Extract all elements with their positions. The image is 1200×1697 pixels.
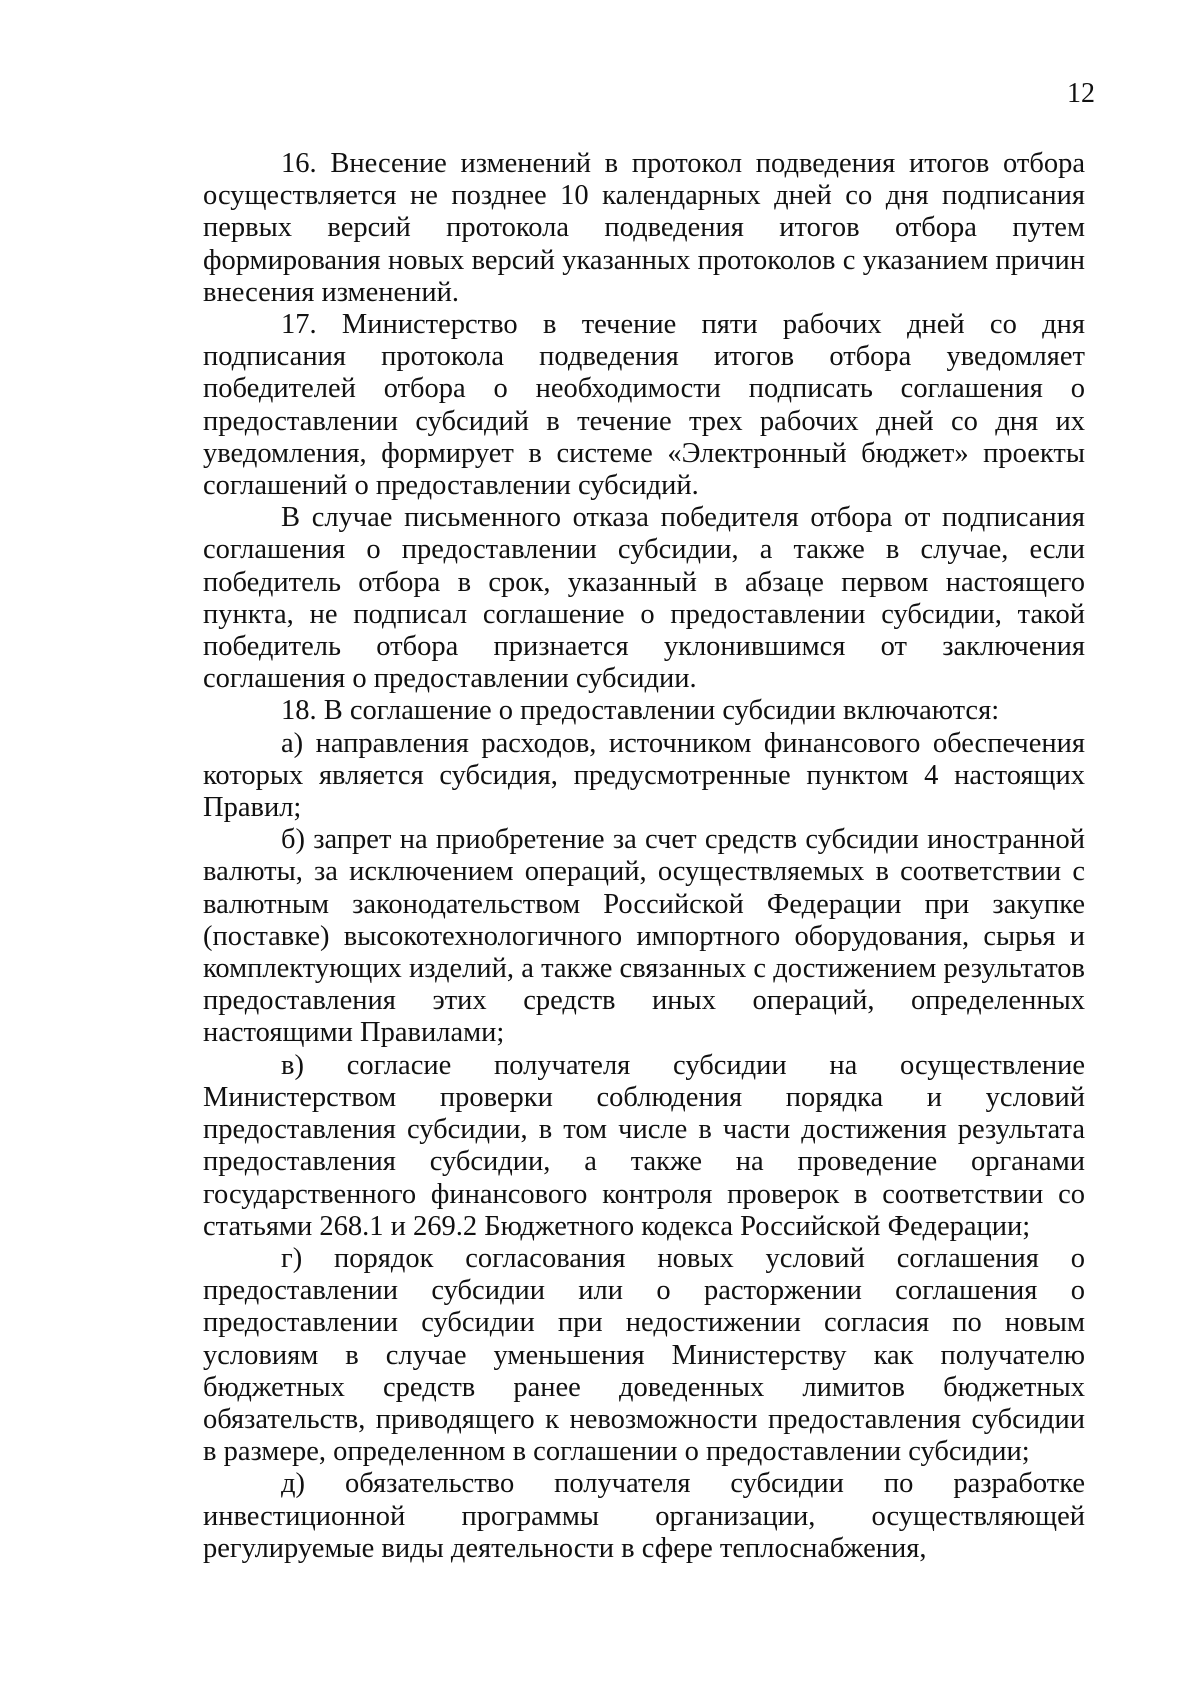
paragraph-17: 17. Министерство в течение пяти рабочих дней со дня подписания протокола подведения итогов отбора уведомляет победителей отбора о необходимости подписать соглашения о предоставлении субсидий в течение трех рабочих дней со дня их уведомления, формирует в системе «Электронный бюджет» проекты соглашений о предоставлении субсидий. [203, 309, 1085, 502]
paragraph-18: 18. В соглашение о предоставлении субсидии включаются: [281, 695, 1000, 727]
list-item-g: г) порядок согласования новых условий соглашения о предоставлении субсидии или о расторжении соглашения о предоставлении субсидии при недостижении согласия по новым условиям в случае уменьшения Министерству как получателю бюджетных средств ранее доведенных лимитов бюджетных обязательств, приводящего к невозможности предоставления субсидии в размере, определенном в соглашении о предоставлении субсидии; [203, 1242, 1085, 1468]
list-item-b: б) запрет на приобретение за счет средств субсидии иностранной валюты, за исключением операций, осуществляемых в соответствии с валютным законодательством Российской Федерации при закупке (поставке) высокотехнологичного импортного оборудования, сырья и комплектующих изделий, а также связанных с достижением результатов предоставления этих средств иных операций, определенных настоящими Правилами; [203, 824, 1085, 1049]
list-item-v: в) согласие получателя субсидии на осуществление Министерством проверки соблюдения порядка и условий предоставления субсидии, в том числе в части достижения результата предоставления субсидии, а также на проведение органами государственного финансового контроля проверок в соответствии со статьями 268.1 и 269.2 Бюджетного кодекса Российской Федерации; [203, 1049, 1085, 1242]
list-item-a: а) направления расходов, источником финансового обеспечения которых является субсидия, предусмотренные пунктом 4 настоящих Правил; [203, 727, 1085, 824]
paragraph-16: 16. Внесение изменений в протокол подведения итогов отбора осуществляется не позднее 10 календарных дней со дня подписания первых версий протокола подведения итогов отбора путем формирования новых версий указанных протоколов с указанием причин внесения изменений. [203, 148, 1085, 308]
page-number: 12 [1067, 78, 1095, 109]
list-item-d: д) обязательство получателя субсидии по разработке инвестиционной программы организации, осуществляющей регулируемые виды деятельности в сфере теплоснабжения, [203, 1468, 1085, 1564]
paragraph-17-refusal: В случае письменного отказа победителя отбора от подписания соглашения о предоставлении субсидии, а также в случае, если победитель отбора в срок, указанный в абзаце первом настоящего пункта, не подписал соглашение о предоставлении субсидии, такой победитель отбора признается уклонившимся от заключения соглашения о предоставлении субсидии. [203, 502, 1085, 695]
document-body [203, 148, 1085, 1565]
